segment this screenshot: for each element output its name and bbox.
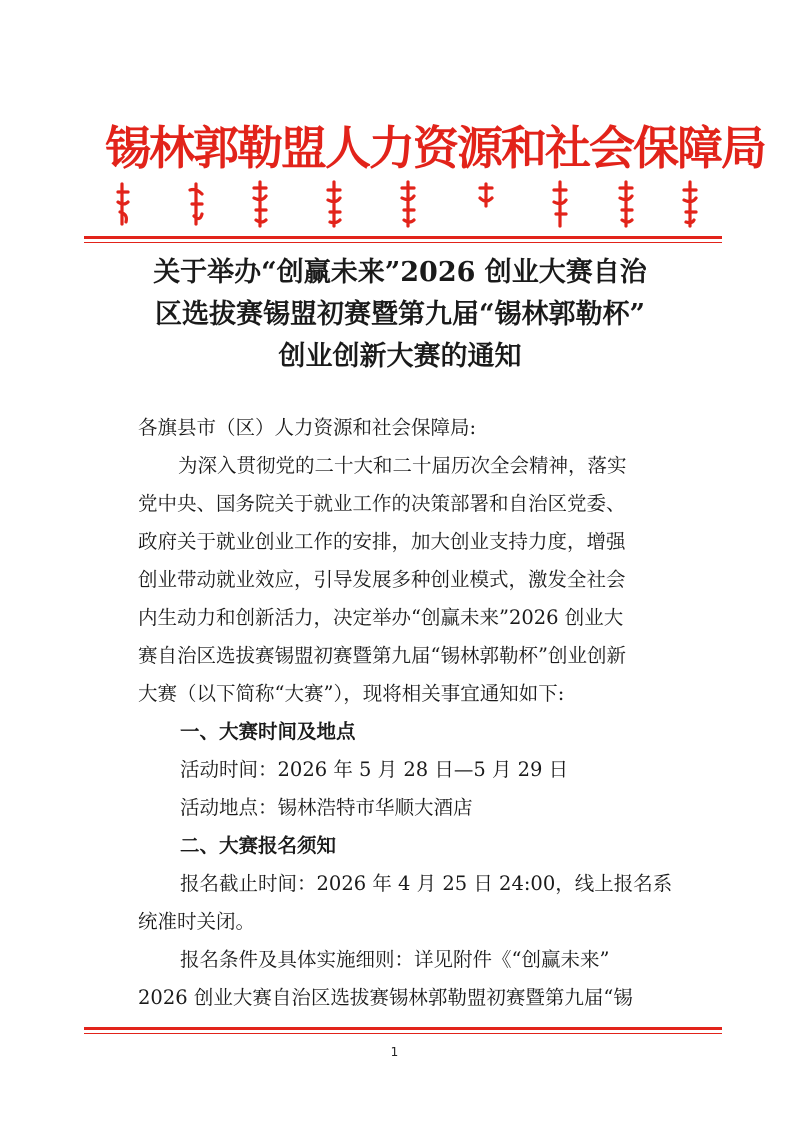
deadline-line: 统准时关闭。 — [138, 910, 256, 933]
title-line: 创业创新大赛的通知 — [278, 341, 522, 372]
footer-rule-thin — [84, 1033, 722, 1034]
salutation: 各旗县市（区）人力资源和社会保障局: — [138, 416, 477, 439]
intro-line: 为深入贯彻党的二十大和二十届历次全会精神，落实 — [178, 454, 627, 477]
conditions-line: 2026 创业大赛自治区选拔赛锡林郭勒盟初赛暨第九届“锡 — [138, 986, 633, 1009]
footer-rule-thick — [84, 1027, 722, 1030]
intro-line: 大赛（以下简称“大赛”），现将相关事宜通知如下: — [138, 682, 565, 705]
letterhead-title: 锡林郭勒盟人力资源和社会保障局 — [105, 121, 765, 175]
conditions-line: 报名条件及具体实施细则：详见附件《“创赢未来” — [180, 948, 610, 971]
intro-line: 政府关于就业创业工作的安排，加大创业支持力度，增强 — [138, 530, 626, 553]
section-heading: 二、大赛报名须知 — [180, 834, 337, 857]
mongolian-script-graphic — [110, 180, 700, 228]
title-line: 关于举办“创赢未来”2026 创业大赛自治 — [153, 257, 647, 288]
intro-line: 创业带动就业效应，引导发展多种创业模式，激发全社会 — [138, 568, 626, 591]
header-rule-thick — [84, 236, 722, 239]
event-time: 活动时间：2026 年 5 月 28 日—5 月 29 日 — [180, 758, 569, 781]
header-rule-thin — [84, 242, 722, 243]
title-line: 区选拔赛锡盟初赛暨第九届“锡林郭勒杯” — [154, 299, 646, 330]
section-heading: 一、大赛时间及地点 — [180, 720, 356, 743]
intro-line: 党中央、国务院关于就业工作的决策部署和自治区党委、 — [138, 492, 626, 515]
deadline-line: 报名截止时间：2026 年 4 月 25 日 24:00，线上报名系 — [180, 872, 673, 895]
intro-line: 内生动力和创新活力，决定举办“创赢未来”2026 创业大 — [138, 606, 624, 629]
page-number: 1 — [390, 1045, 399, 1059]
document-title — [100, 252, 700, 378]
intro-line: 赛自治区选拔赛锡盟初赛暨第九届“锡林郭勒杯”创业创新 — [138, 644, 626, 667]
mongolian-script-line — [110, 180, 700, 228]
event-place: 活动地点：锡林浩特市华顺大酒店 — [180, 796, 473, 819]
